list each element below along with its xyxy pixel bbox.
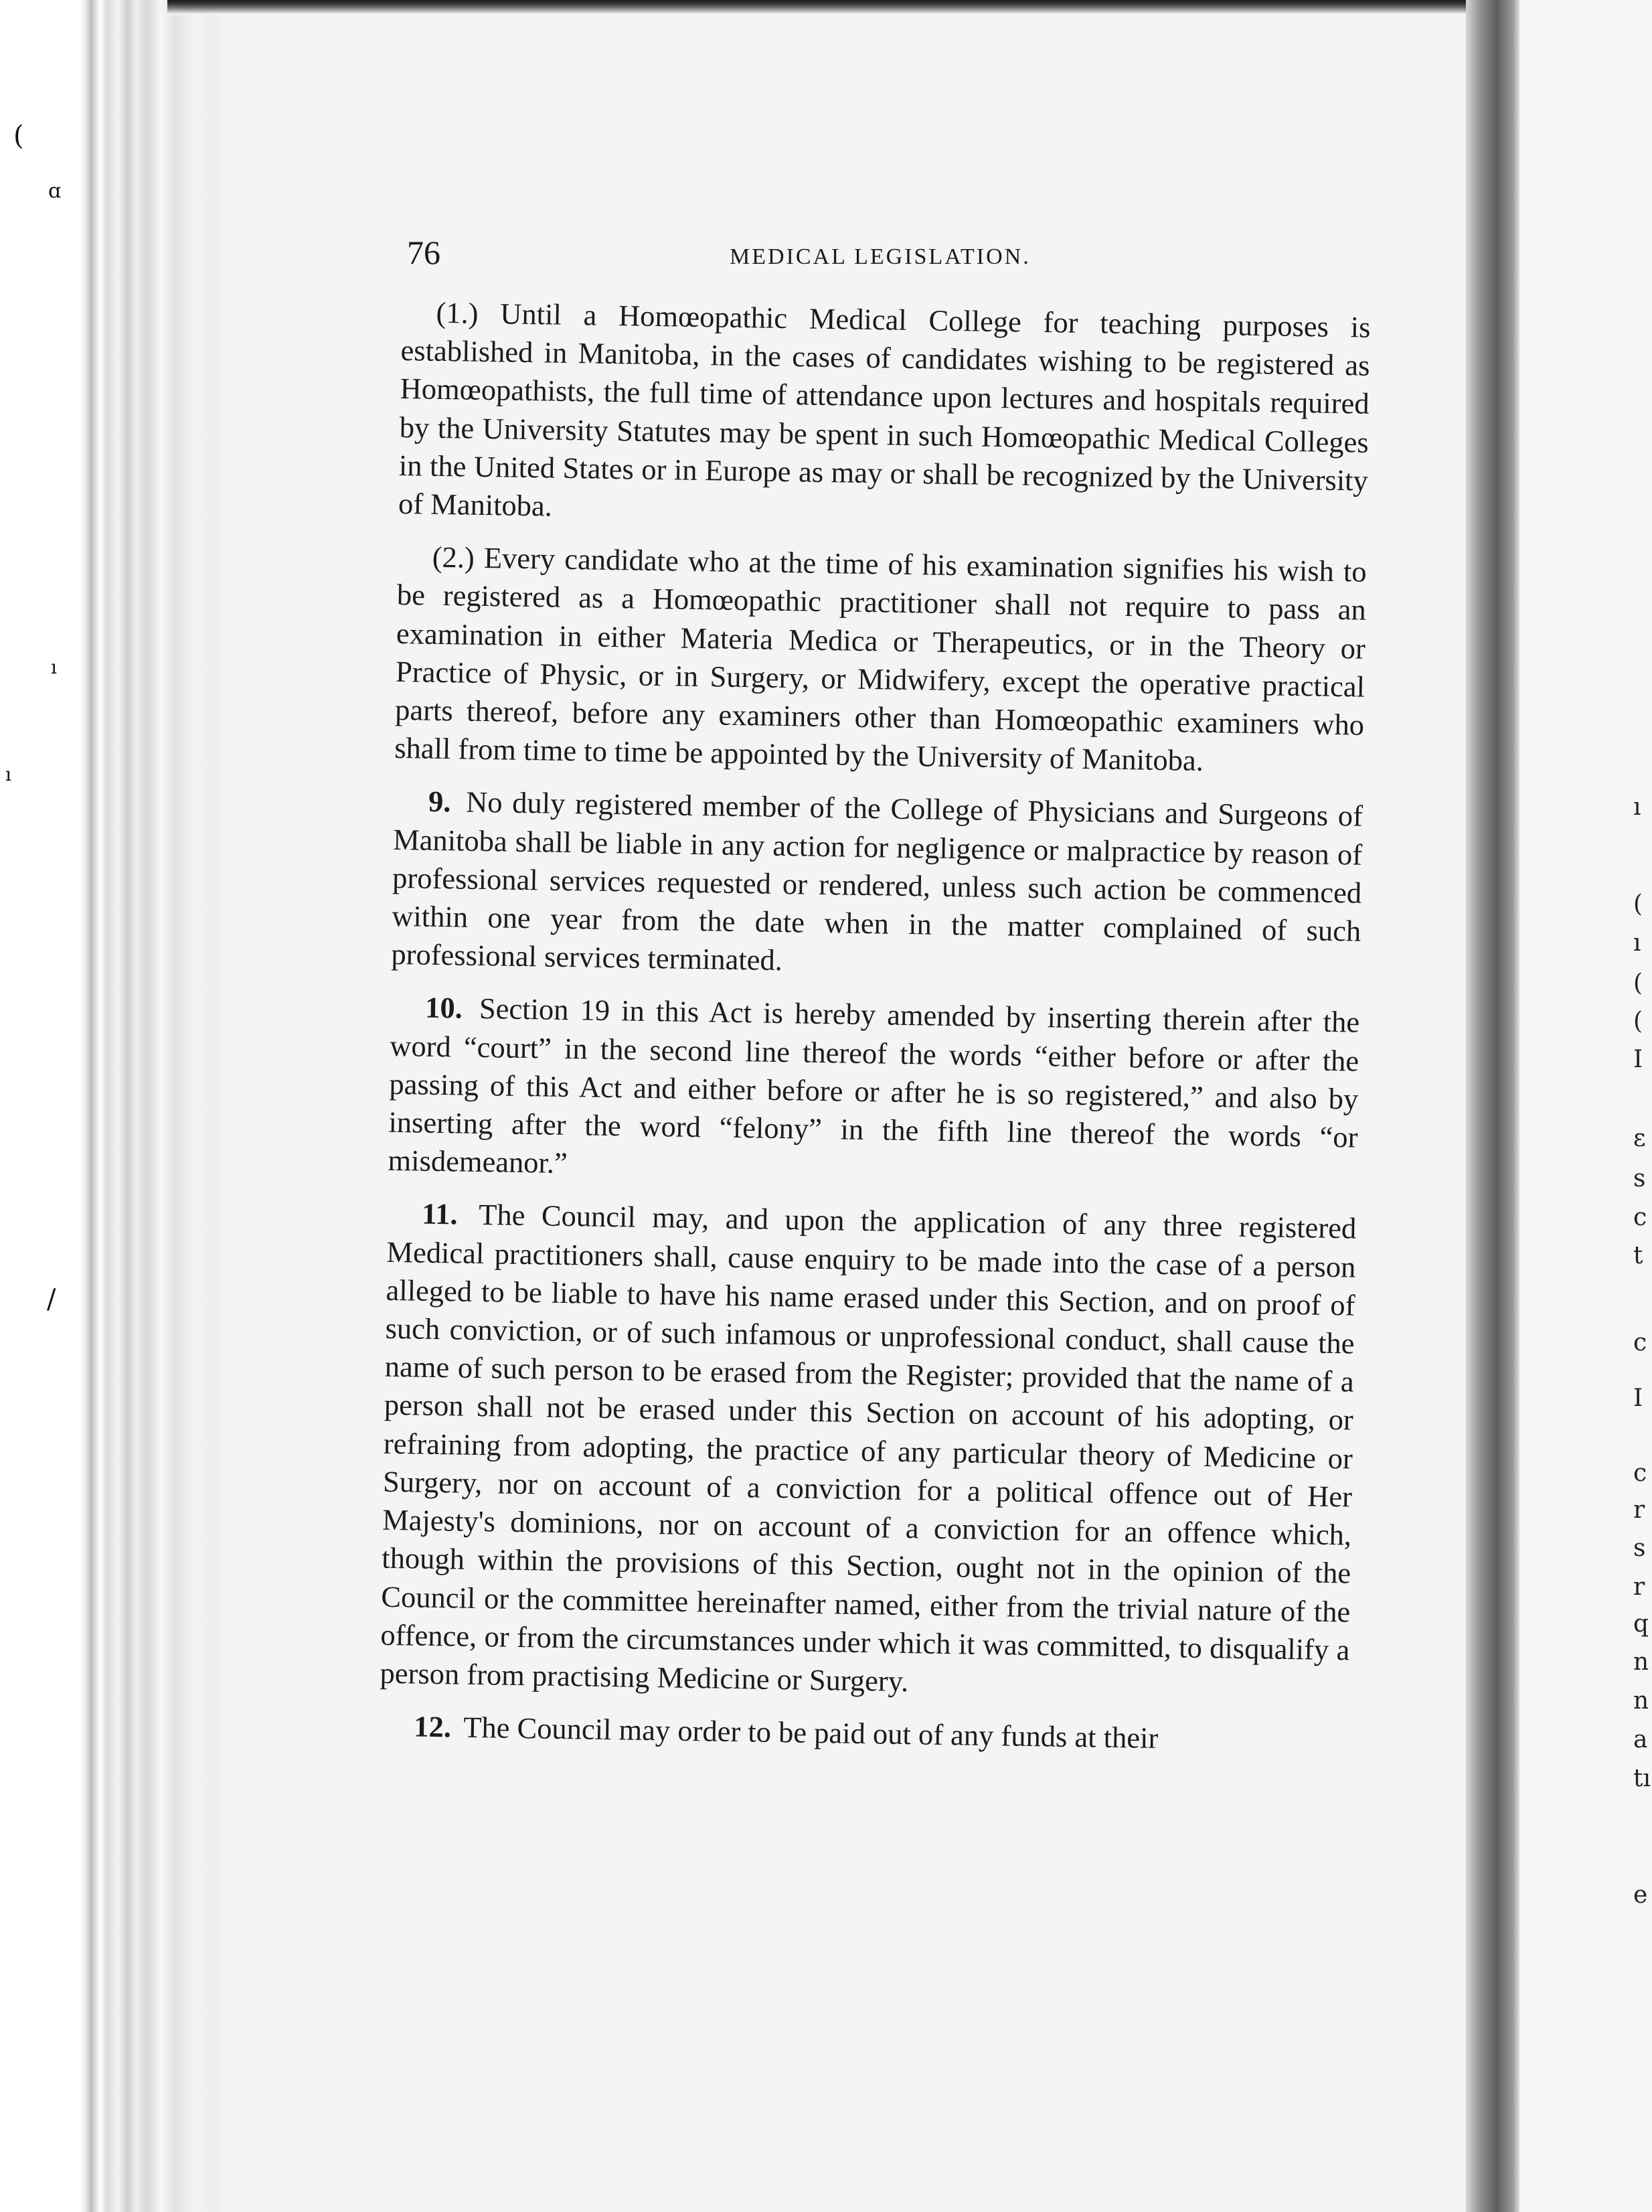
margin-mark: ( (13, 121, 24, 151)
facing-fragment: e (1633, 1881, 1648, 1909)
facing-fragment: t (1633, 1242, 1643, 1269)
facing-fragment: s (1633, 1165, 1646, 1192)
paragraph (398, 293, 1371, 538)
paragraph-text: (2.) Every candidate who at the time of his examination signifies his wish to be registered as a Homœopathic practitioner shall not require to pass an examination in either Materia Medica or Therapeutics, or in the Theory or Practice of Physic, or in Surgery, or Midwifery, except the operative practical parts thereof, before any examiners other than Homœopathic examiners who shall from time to time be appointed by the University of Manitoba. (394, 540, 1368, 778)
facing-fragment: r (1633, 1573, 1645, 1601)
paragraph-text: (1.) Until a Homœopathic Medical College for teaching purposes is established in Manitoba, in the cases of candidates wishing to be registered as Homœopathists, the full time of attendance upon lectures and hospitals required by the University Statutes may be spent in such Homœopathic Medical Colleges in the United States or in Europe as may or shall be recognized by the University of Manitoba. (398, 295, 1371, 523)
facing-fragment: c (1633, 1204, 1647, 1231)
section-paragraph (379, 1707, 1349, 1761)
facing-fragment: c (1633, 1329, 1647, 1356)
facing-fragment: c (1633, 1459, 1647, 1487)
section-number: 11. (422, 1197, 458, 1231)
section-number: 10. (424, 991, 463, 1026)
facing-fragment: ı (1633, 929, 1641, 957)
margin-mark: ɑ (48, 179, 62, 203)
book-binding-edge (0, 0, 228, 2212)
facing-fragment: I (1633, 1046, 1643, 1073)
margin-mark: ı (5, 763, 11, 785)
margin-mark: ı (51, 656, 57, 678)
facing-fragment: ɛ (1633, 1125, 1646, 1152)
paragraph-text: The Council may order to be paid out of any funds at their (463, 1710, 1159, 1755)
facing-fragment: q (1633, 1610, 1649, 1638)
facing-fragment: tı (1633, 1765, 1651, 1792)
section-number: 9. (428, 785, 451, 819)
paragraph (394, 538, 1367, 783)
facing-fragment: a (1633, 1726, 1648, 1753)
facing-page-text-fragments (1633, 0, 1652, 2212)
paragraph-text: Section 19 in this Act is hereby amended by inserting therein after the word “court” in the second line thereof the words “either before or after the passing of this Act and either before or after he is so registered,” and also by inserting after the word “felony” in the fifth line thereof the words “or misdemeanor.” (388, 992, 1360, 1180)
paragraph-text: No duly registered member of the College of Physicians and Surgeons of Manitoba shall be liable in any action for negligence or malpractice by reason of professional services requested or rendered, unless such action be commenced within one year from the date when in the matter complained of such professional services terminated. (391, 785, 1364, 977)
facing-fragment: r (1633, 1496, 1645, 1524)
top-edge-shadow (167, 0, 1473, 15)
facing-fragment: ı (1633, 793, 1641, 821)
body-text (379, 293, 1371, 1775)
running-title: MEDICAL LEGISLATION. (730, 244, 1031, 269)
margin-mark: / (47, 1284, 56, 1315)
section-number: 12. (413, 1709, 452, 1744)
section-paragraph (380, 1194, 1357, 1707)
facing-fragment: n (1633, 1648, 1649, 1676)
section-paragraph (391, 782, 1363, 989)
facing-fragment: s (1633, 1534, 1646, 1562)
paragraph-text: The Council may, and upon the application of any three registered Medical practitioners shall, cause enquiry to be made into the case of a person alleged to be liable to have his name erased under this Section, and on proof of such conviction, or of such infamous or unprofessional conduct, shall cause the name of such person to be erased from the Register; provided that the name of a person shall not be erased under this Section on account of his adopting, or refraining from adopting, the practice of any particular theory of Medicine or Surgery, nor on account of a conviction for a political offence out of Her Majesty's dominions, nor on account of a conviction for an offence which, though within the provisions of this Section, ought not in the opinion of the Council or the committee hereinafter named, either from the trivial nature of the offence, or from the circumstances under which it was committed, to disqualify a person from practising Medicine or Surgery. (380, 1198, 1357, 1698)
facing-fragment: n (1633, 1687, 1649, 1715)
facing-fragment: ( (1633, 890, 1643, 918)
facing-fragment: ( (1633, 969, 1643, 997)
gutter-shadow (1466, 0, 1519, 2212)
facing-fragment: ( (1633, 1008, 1643, 1035)
page-number: 76 (407, 234, 440, 271)
section-paragraph (388, 988, 1359, 1195)
facing-fragment: I (1633, 1385, 1643, 1412)
facing-page (1519, 0, 1652, 2212)
